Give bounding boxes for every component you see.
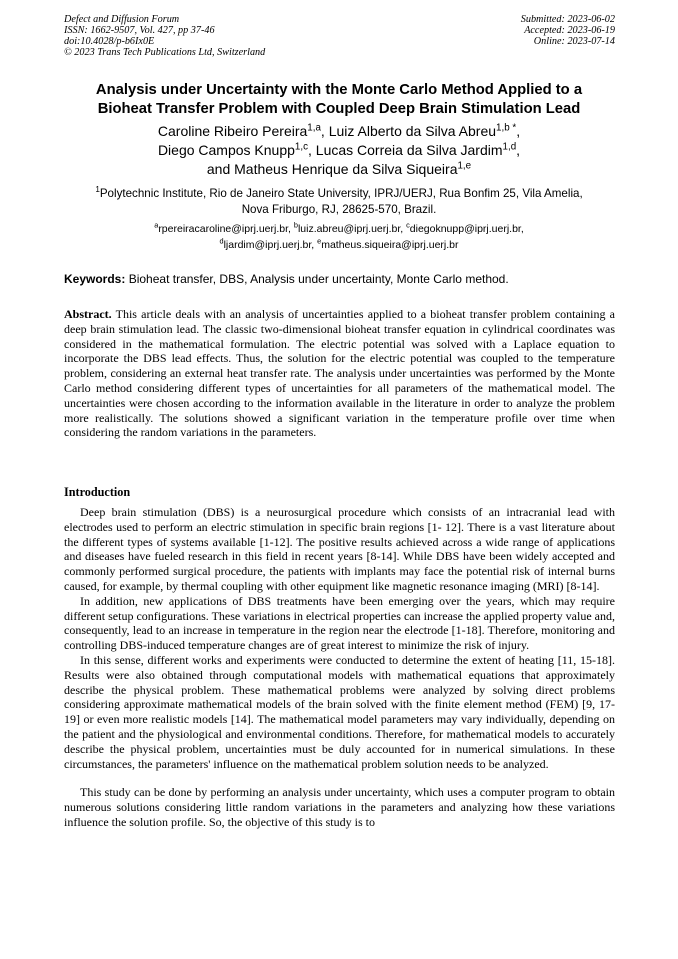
author-conjunction: and <box>206 161 231 177</box>
title-line-2: Bioheat Transfer Problem with Coupled Deep Brain Stimulation Lead <box>97 100 581 117</box>
email-sup: b <box>293 220 298 230</box>
author-name: Luiz Alberto da Silva Abreu <box>328 123 497 139</box>
author-name: Diego Campos Knupp <box>157 142 295 158</box>
affiliation-line-1 <box>40 186 638 202</box>
email-list <box>40 222 638 253</box>
author-name: Lucas Correia da Silva Jardim <box>315 142 503 158</box>
paragraph: This study can be done by performing an analysis under uncertainty, which uses a computer program to obtain numerous solutions considering little random variations in the parameters and analyzing how these variations influence the solution profile. So, the objective of this study is to <box>64 785 615 829</box>
journal-doi: doi:10.4028/p-b6Ix0E <box>64 35 155 47</box>
email-address[interactable]: diegoknupp@iprj.uerj.br <box>409 223 521 235</box>
abstract-text: This article deals with an analysis of uncertainties applied to a bioheat transfer problem containing a deep brain stimulation lead. The classic two-dimensional bioheat transfer equation in cylindrical coordinates was considered in the mathematical formulation. The electric potential was solved with a Laplace equation to incorporate the DBS lead effects. Thus, the solution for the electric potential was coupled to the temperature problem, considering an external heat transfer rate. The analysis under uncertainties was performed by the Monte Carlo method considering different types of uncertainties for all parameters of the mathematical model. The uncertainties were chosen according to the information available in the literature in order to analyze the problem more realistically. The solutions showed a significant variation in the temperature profile over time when considering the random variations in the parameters. <box>64 307 615 440</box>
email-sup: d <box>219 236 224 245</box>
author-list <box>40 122 638 179</box>
author-affil-sup: 1,d <box>502 141 517 153</box>
author-name: Matheus Henrique da Silva Siqueira <box>234 161 458 177</box>
paragraph: In addition, new applications of DBS treatments have been emerging over the years, which may require different setup configurations. These variations in electrical properties can increase the applied property value and, consequently, lead to an increase in temperature in the region near the electrode [1-18]. Therefore, monitoring and controlling DBS-induced temperature changes are of great interest to minimize the risk of injury. <box>64 593 615 653</box>
author-affil-sup: 1,e <box>457 160 472 172</box>
email-sup: e <box>317 236 322 245</box>
author-line-2: Diego Campos Knupp$^{1,c}$, Lucas Correia da Silva Jardim$^{1,d}$, <box>157 141 521 158</box>
email-address[interactable]: ljardim@iprj.uerj.br <box>223 238 312 251</box>
online-date: Online: 2023-07-14 <box>533 35 615 47</box>
author-affil-sup: 1,b * <box>496 122 517 134</box>
submission-dates <box>440 15 615 48</box>
introduction-heading: Introduction <box>64 485 131 499</box>
abstract <box>64 307 615 440</box>
title-line-1: Analysis under Uncertainty with the Monte Carlo Method Applied to a <box>95 82 583 98</box>
submitted-date: Submitted: 2023-06-02 <box>520 14 615 25</box>
keywords <box>64 271 615 287</box>
affiliation-sup: 1 <box>95 185 100 195</box>
paragraph: In this sense, different works and experiments were conducted to determine the extent of heating [11, 15-18]. Results were also obtained through computational models with mathematical equations that approximately describe the physical problem. These mathematical problems were analyzed by solving direct problems considering approximate mathematical models of the brain solved with the finite element method (FEM) [9, 17-19] or even more realistic models [14]. The mathematical model parameters may vary individually, depending on the patient and the physiological and environmental conditions. Therefore, for mathematical models to accurately describe the physical problem, uncertainties must be duly accounted for in numerical simulations. In these circumstances, the parameters' influence on the mathematical problem solution needs to be analyzed. <box>64 652 615 771</box>
author-line-3 <box>40 160 638 179</box>
email-sup: c <box>406 220 410 230</box>
paper-title <box>40 81 638 118</box>
journal-issn: ISSN: 1662-9507, Vol. 427, pp 37-46 <box>64 24 215 36</box>
keywords-text: Bioheat transfer, DBS, Analysis under uncertainty, Monte Carlo method. <box>128 272 509 286</box>
email-sup: a <box>154 220 159 230</box>
journal-name: Defect and Diffusion Forum <box>64 14 180 25</box>
author-line-1: Caroline Ribeiro Pereira$^{1,a}$, Luiz Alberto da Silva Abreu$^{1,b *}$, <box>157 122 521 139</box>
author-name: Caroline Ribeiro Pereira <box>157 123 308 139</box>
email-address[interactable]: luiz.abreu@iprj.uerj.br <box>297 223 401 235</box>
journal-copyright: © 2023 Trans Tech Publications Ltd, Switzerland <box>64 46 266 58</box>
author-affil-sup: 1,c <box>294 141 308 153</box>
abstract-label: Abstract. <box>64 307 112 321</box>
affiliation <box>40 186 638 218</box>
accepted-date: Accepted: 2023-06-19 <box>524 24 615 36</box>
affiliation-line-2: Nova Friburgo, RJ, 28625-570, Brazil. <box>241 203 437 216</box>
email-line-1: $^a$rpereiracaroline@iprj.uerj.br, $^b$luiz.abreu@iprj.uerj.br, $^c$diegoknupp@iprj.uerj.br, <box>154 220 524 235</box>
affiliation-text: Polytechnic Institute, Rio de Janeiro State University, IPRJ/UERJ, Rua Bonfim 25, Vila Amelia, <box>99 187 583 200</box>
keywords-label: Keywords: <box>64 272 126 286</box>
email-address[interactable]: rpereiracaroline@iprj.uerj.br <box>158 223 289 235</box>
email-address[interactable]: matheus.siqueira@iprj.uerj.br <box>321 238 459 251</box>
journal-header <box>64 15 265 59</box>
author-affil-sup: 1,a <box>307 122 321 134</box>
introduction-body <box>64 505 615 830</box>
paragraph: Deep brain stimulation (DBS) is a neurosurgical procedure which consists of an intracranial lead with electrodes used to perform an electric stimulation in specific brain regions [1- 12]. There is a vast literature about the different types of systems available [1-12]. The positive results achieved across a wide range of applications and diseases have fueled research in this field in recent years [8-14]. While DBS have been widely accepted and commonly performed surgical procedure, the patients with implants may face the potential risk of internal burns caused, for example, by thermal coupling with other equipment like magnetic resonance imaging (MRI) [8-14]. <box>64 505 615 593</box>
email-line-2: $^d$ljardim@iprj.uerj.br, $^e$matheus.siqueira@iprj.uerj.br <box>219 236 459 251</box>
